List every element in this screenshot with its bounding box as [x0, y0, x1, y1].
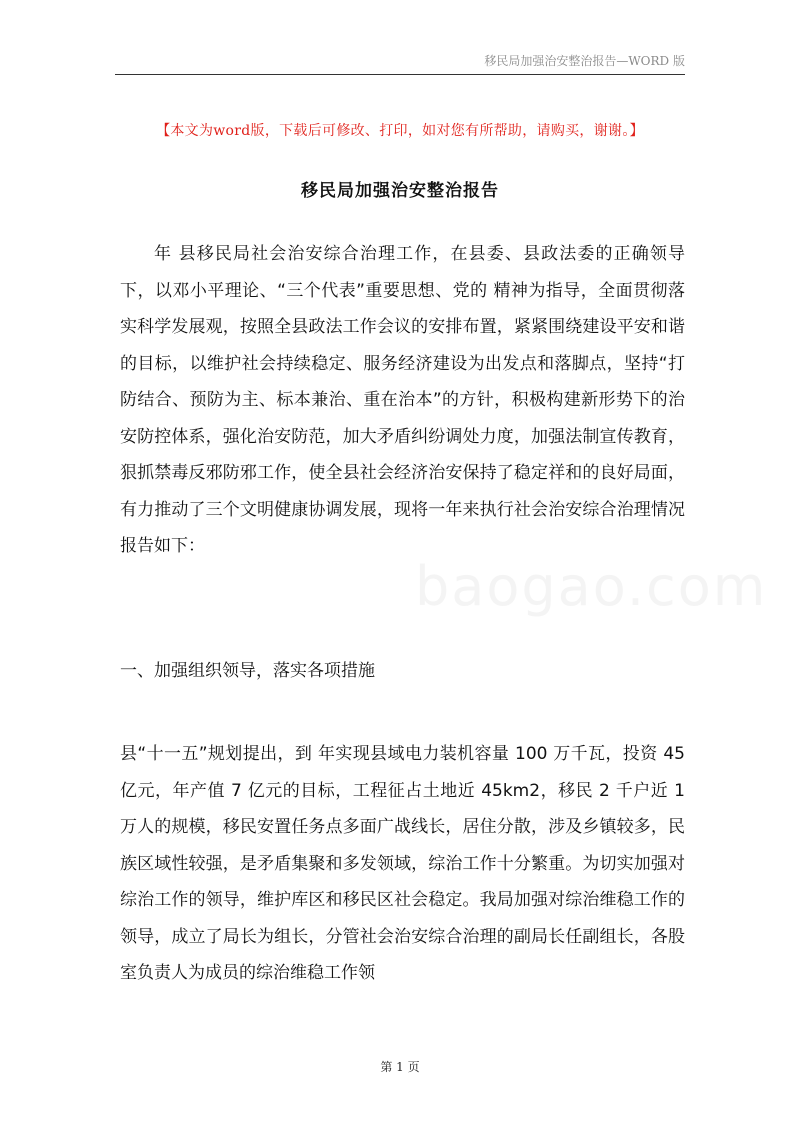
purchase-notice: 【本文为word版，下载后可修改、打印，如对您有所帮助，请购买，谢谢。】 [156, 123, 644, 139]
section-heading: 一、加强组织领导，落实各项措施 [120, 661, 375, 681]
running-header: 移民局加强治安整治报告—WORD 版 [484, 54, 685, 68]
page-number: 第 1 页 [380, 1060, 420, 1074]
header-divider [115, 74, 685, 75]
body-paragraph: 县“十一五”规划提出，到 年实现县域电力装机容量 100 万千瓦，投资 45 亿元，年产值 7 亿元的目标，工程征占土地近 45km2，移民 2 千户近 1 万人的规模，移民安置任务点多面广战线长，居住分散，涉及乡镇较多，民族区域性较强，是矛盾集聚和多发领域，综治工作十分繁重。为切实加强对综治工作的领导，维护库区和移民区社会稳定。我局加强对综治维稳工作的领导，成立了局长为组长，分管社会治安综合治理的副局长任副组长，各股室负责人为成员的综治维稳工作领 [120, 744, 685, 983]
document-title: 移民局加强治安整治报告 [301, 181, 499, 201]
watermark: baogao.com [415, 555, 768, 618]
intro-paragraph: 年 县移民局社会治安综合治理工作，在县委、县政法委的正确领导下，以邓小平理论、“三个代表”重要思想、党的 精神为指导，全面贯彻落实科学发展观，按照全县政法工作会议的安排布置，紧紧围绕建设平安和谐 的目标，以维护社会持续稳定、服务经济建设为出发点和落脚点，坚持“打防结合、预防为主、标本兼治、重在治本”的方针，积极构建新形势下的治安防控体系，强化治安防范，加大矛盾纠纷调处力度，加强法制宣传教育，狠抓禁毒反邪防邪工作，使全县社会经济治安保持了稳定祥和的良好局面，有力推动了三个文明健康协调发展，现将一年来执行社会治安综合治理情况报告如下： [120, 244, 685, 556]
